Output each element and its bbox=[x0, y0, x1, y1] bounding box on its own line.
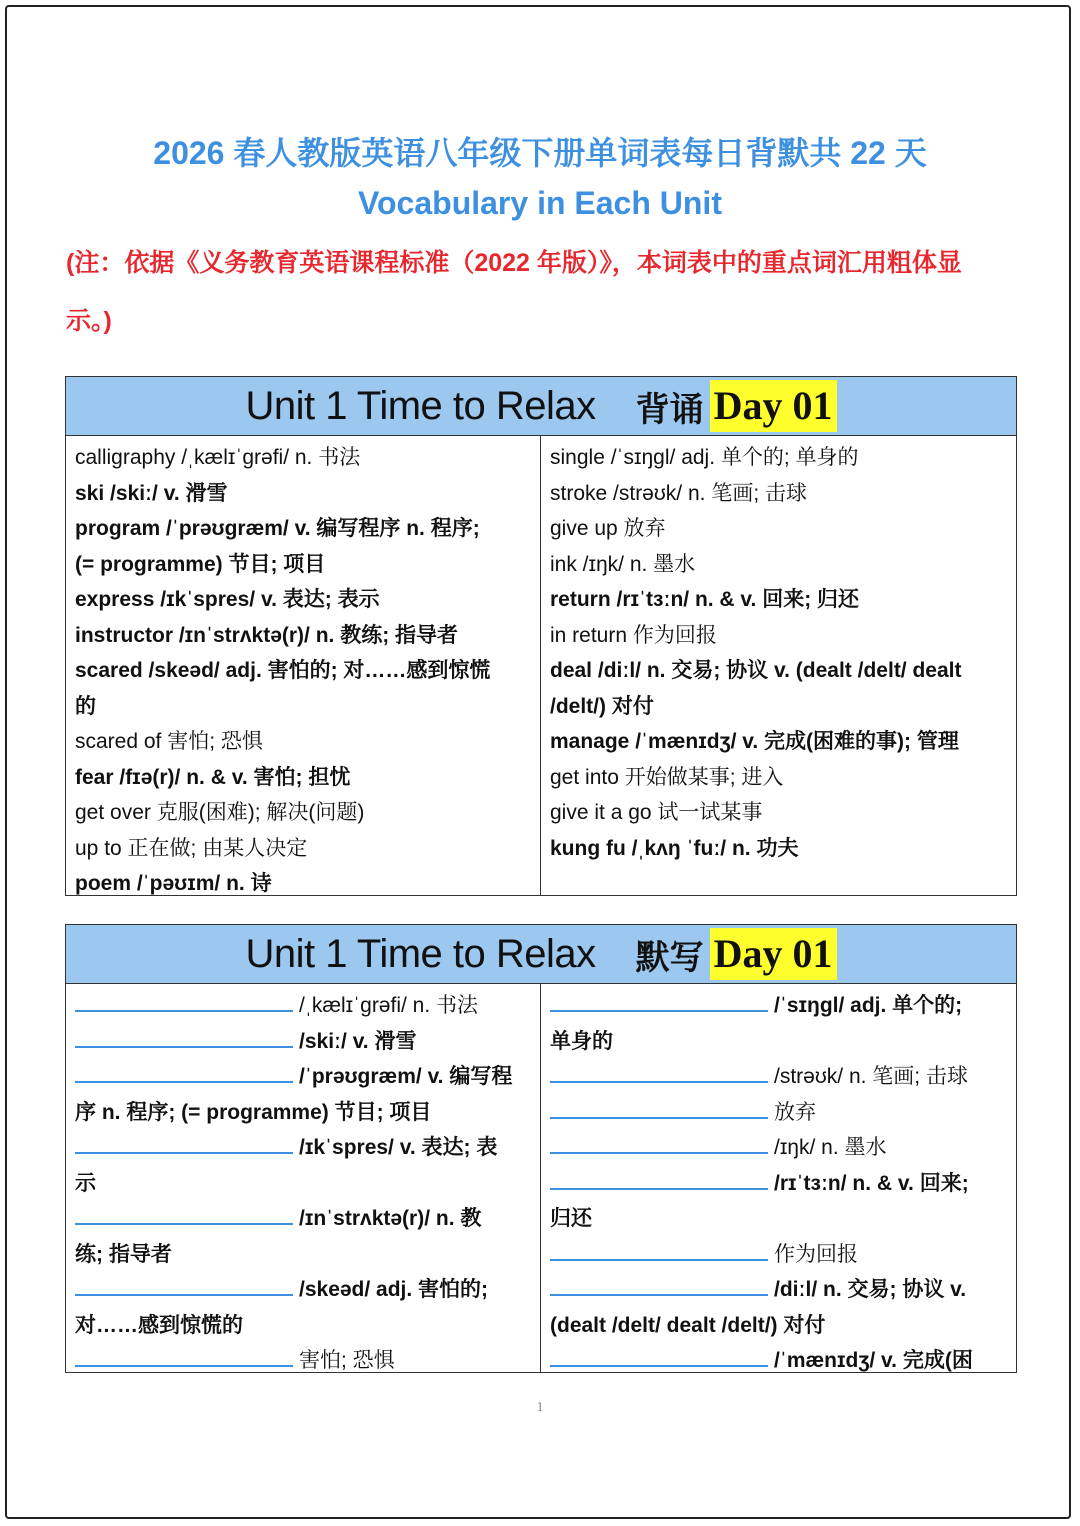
vocab-text: scared /skeəd/ adj. 害怕的; 对……感到惊慌 bbox=[75, 659, 491, 682]
vocab-text: single /ˈsɪŋɡl/ adj. 单个的; 单身的 bbox=[550, 446, 859, 469]
vocab-row bbox=[550, 618, 1007, 654]
answer-blank[interactable] bbox=[75, 1343, 293, 1367]
answer-blank[interactable] bbox=[550, 1237, 768, 1261]
answer-blank[interactable] bbox=[75, 988, 293, 1012]
vocab-text: /diːl/ n. 交易; 协议 v. bbox=[774, 1278, 967, 1301]
vocab-row bbox=[550, 1308, 1007, 1344]
answer-blank[interactable] bbox=[550, 988, 768, 1012]
vocab-row bbox=[75, 1095, 531, 1131]
vocab-text: /ɪŋk/ n. 墨水 bbox=[774, 1136, 887, 1159]
vocab-row bbox=[550, 1343, 1007, 1379]
vocab-row bbox=[550, 1166, 1007, 1202]
vocab-row bbox=[75, 1308, 531, 1344]
vocab-row bbox=[75, 476, 531, 512]
answer-blank[interactable] bbox=[75, 1130, 293, 1154]
vocab-text: 单身的 bbox=[550, 1029, 613, 1053]
dictation-left-column bbox=[66, 984, 541, 1373]
vocab-text: 害怕; 恐惧 bbox=[299, 1349, 395, 1372]
vocab-text: /ɪkˈspres/ v. 表达; 表 bbox=[299, 1136, 498, 1159]
note-line-1: (注：依据《义务教育英语课程标准（2022 年版）》，本词表中的重点词汇用粗体显 bbox=[66, 249, 962, 277]
vocab-text: 序 n. 程序; (= programme) 节目; 项目 bbox=[75, 1100, 432, 1124]
vocab-row bbox=[75, 724, 531, 760]
answer-blank[interactable] bbox=[75, 1201, 293, 1225]
vocab-text: (= programme) 节目; 项目 bbox=[75, 552, 326, 576]
vocab-text: get into 开始做某事; 进入 bbox=[550, 765, 784, 789]
vocab-text: /strəʊk/ n. 笔画; 击球 bbox=[774, 1065, 968, 1088]
vocab-row bbox=[75, 511, 531, 547]
vocab-row bbox=[550, 1095, 1007, 1131]
answer-blank[interactable] bbox=[550, 1095, 768, 1119]
vocab-row bbox=[75, 1059, 531, 1095]
recite-left-column bbox=[66, 436, 541, 896]
vocab-text: 对……感到惊慌的 bbox=[75, 1313, 243, 1337]
vocab-row bbox=[550, 760, 1007, 796]
vocab-text: /rɪˈtɜːn/ n. & v. 回来; bbox=[774, 1171, 969, 1195]
vocab-text: return /rɪˈtɜːn/ n. & v. 回来; 归还 bbox=[550, 588, 860, 611]
vocab-row bbox=[550, 582, 1007, 618]
vocab-row bbox=[550, 440, 1007, 476]
vocab-text: 作为回报 bbox=[774, 1242, 858, 1266]
vocab-row bbox=[75, 547, 531, 583]
vocab-row bbox=[550, 1130, 1007, 1166]
answer-blank[interactable] bbox=[75, 1059, 293, 1083]
vocab-row bbox=[550, 1059, 1007, 1095]
task-kind-label: 默写 bbox=[635, 937, 704, 978]
vocab-text: deal /diːl/ n. 交易; 协议 v. (dealt /delt/ dealt bbox=[550, 659, 962, 682]
vocab-text: /skiː/ v. 滑雪 bbox=[299, 1029, 417, 1053]
vocab-text: stroke /strəʊk/ n. 笔画; 击球 bbox=[550, 481, 807, 505]
vocab-row bbox=[75, 1166, 531, 1202]
vocab-text: give it a go 试一试某事 bbox=[550, 801, 763, 824]
unit-title: Unit 1 Time to Relax bbox=[245, 931, 596, 976]
vocab-text: 归还 bbox=[550, 1207, 592, 1230]
answer-blank[interactable] bbox=[550, 1272, 768, 1296]
vocab-row bbox=[75, 1130, 531, 1166]
vocab-text: (dealt /delt/ dealt /delt/) 对付 bbox=[550, 1313, 826, 1337]
vocab-row bbox=[75, 582, 531, 618]
day-badge: Day 01 bbox=[710, 928, 837, 980]
day-badge: Day 01 bbox=[710, 380, 837, 432]
vocab-text: ski /skiː/ v. 滑雪 bbox=[75, 481, 228, 505]
dictation-table-header bbox=[66, 925, 1016, 984]
vocab-row bbox=[550, 988, 1007, 1024]
recite-table bbox=[65, 376, 1017, 896]
vocab-text: get over 克服(困难); 解决(问题) bbox=[75, 801, 365, 824]
vocab-row bbox=[75, 1272, 531, 1308]
vocab-row bbox=[75, 866, 531, 902]
vocab-row bbox=[75, 988, 531, 1024]
vocab-row bbox=[75, 1343, 531, 1379]
recite-right-column bbox=[541, 436, 1016, 896]
vocab-row bbox=[75, 440, 531, 476]
vocab-text: 练; 指导者 bbox=[75, 1242, 172, 1266]
answer-blank[interactable] bbox=[550, 1343, 768, 1367]
vocab-text: 的 bbox=[75, 694, 96, 718]
vocab-row bbox=[75, 653, 531, 689]
vocab-text: calligraphy /ˌkælɪˈɡrəfi/ n. 书法 bbox=[75, 446, 361, 469]
page-number: 1 bbox=[536, 1400, 544, 1415]
dictation-table bbox=[65, 924, 1017, 1373]
vocab-text: /ˈmænɪdʒ/ v. 完成(困 bbox=[774, 1349, 973, 1372]
vocab-text: fear /fɪə(r)/ n. & v. 害怕; 担忧 bbox=[75, 765, 351, 789]
vocab-text: program /ˈprəʊɡræm/ v. 编写程序 n. 程序; bbox=[75, 517, 480, 540]
vocab-text: poem /ˈpəʊɪm/ n. 诗 bbox=[75, 872, 272, 895]
vocab-row bbox=[550, 476, 1007, 512]
vocab-text: 放弃 bbox=[774, 1100, 816, 1124]
unit-title: Unit 1 Time to Relax bbox=[245, 383, 596, 428]
vocab-text: /skeəd/ adj. 害怕的; bbox=[299, 1278, 489, 1301]
vocab-row bbox=[75, 689, 531, 725]
vocab-row bbox=[75, 795, 531, 831]
vocab-row bbox=[550, 653, 1007, 689]
vocab-row bbox=[75, 1201, 531, 1237]
answer-blank[interactable] bbox=[550, 1166, 768, 1190]
vocab-text: give up 放弃 bbox=[550, 517, 666, 540]
vocab-text: express /ɪkˈspres/ v. 表达; 表示 bbox=[75, 588, 380, 611]
vocab-text: /ˌkælɪˈɡrəfi/ n. 书法 bbox=[299, 994, 479, 1017]
vocab-text: instructor /ɪnˈstrʌktə(r)/ n. 教练; 指导者 bbox=[75, 623, 459, 647]
vocab-row bbox=[75, 760, 531, 796]
recite-table-header bbox=[66, 377, 1016, 436]
vocab-text: /ˈprəʊɡræm/ v. 编写程 bbox=[299, 1065, 513, 1088]
vocab-row bbox=[550, 724, 1007, 760]
vocab-row bbox=[550, 689, 1007, 725]
vocab-text: scared of 害怕; 恐惧 bbox=[75, 730, 263, 753]
vocab-text: /delt/) 对付 bbox=[550, 694, 654, 718]
vocab-row bbox=[550, 547, 1007, 583]
note-line-2: 示。) bbox=[66, 307, 112, 335]
answer-blank[interactable] bbox=[75, 1272, 293, 1296]
vocab-text: ink /ɪŋk/ n. 墨水 bbox=[550, 552, 696, 576]
page-title-cn: 2026 春人教版英语八年级下册单词表每日背默共 22 天 bbox=[153, 135, 927, 171]
dictation-right-column bbox=[541, 984, 1016, 1373]
vocab-row bbox=[75, 831, 531, 867]
vocab-text: /ˈsɪŋɡl/ adj. 单个的; bbox=[774, 994, 963, 1017]
vocab-text: 示 bbox=[75, 1171, 96, 1195]
bold-note bbox=[66, 234, 1016, 350]
vocab-row bbox=[75, 1024, 531, 1060]
page-title-en: Vocabulary in Each Unit bbox=[358, 185, 722, 221]
answer-blank[interactable] bbox=[75, 1024, 293, 1048]
vocab-row bbox=[550, 511, 1007, 547]
vocab-row bbox=[550, 831, 1007, 867]
answer-blank[interactable] bbox=[550, 1130, 768, 1154]
task-kind-label: 背诵 bbox=[635, 389, 704, 430]
answer-blank[interactable] bbox=[550, 1059, 768, 1083]
vocab-row bbox=[550, 1024, 1007, 1060]
vocab-row bbox=[550, 1237, 1007, 1273]
vocab-text: /ɪnˈstrʌktə(r)/ n. 教 bbox=[299, 1207, 482, 1230]
vocab-text: in return 作为回报 bbox=[550, 623, 717, 647]
vocab-row bbox=[550, 1201, 1007, 1237]
vocab-row bbox=[550, 795, 1007, 831]
vocab-row bbox=[75, 618, 531, 654]
vocab-text: up to 正在做; 由某人决定 bbox=[75, 836, 308, 860]
vocab-text: kung fu /ˌkʌŋ ˈfuː/ n. 功夫 bbox=[550, 836, 799, 860]
vocab-row bbox=[75, 1237, 531, 1273]
vocab-text: manage /ˈmænɪdʒ/ v. 完成(困难的事); 管理 bbox=[550, 730, 959, 753]
vocab-row bbox=[550, 1272, 1007, 1308]
